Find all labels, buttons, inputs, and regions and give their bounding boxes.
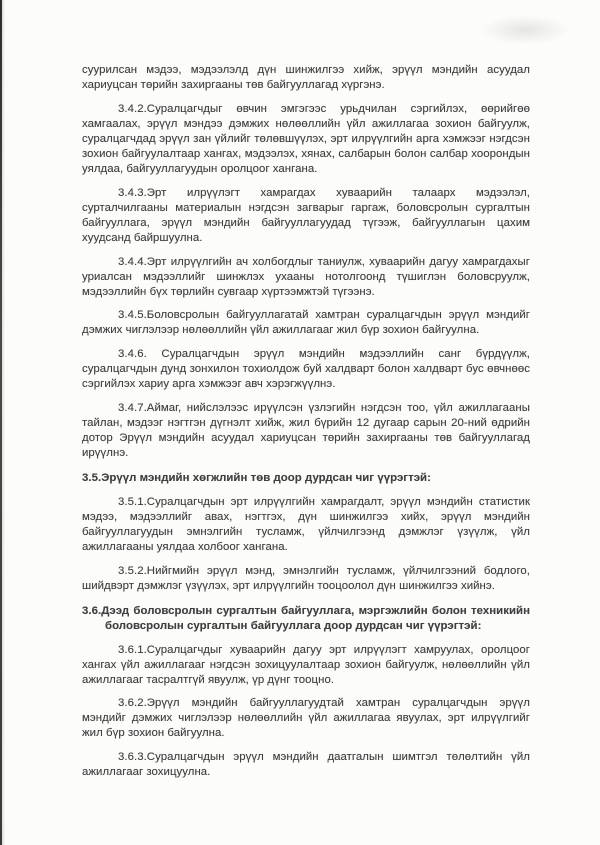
paragraph-carryover: суурилсан мэдээ, мэдээлэлд дүн шинжилгээ хийж, эрүүл мэндийн асуудал хариуцсан төрийн захиргааны төв байгууллагад хүргэнэ.: [82, 64, 530, 92]
section-heading-3-6: 3.6.Дээд боловсролын сургалтын байгууллага, мэргэжлийн болон техникийн боловсролын сургалтын байгууллага доор дурдсан чиг үүрэгтэй:: [82, 604, 530, 632]
paragraph-3-4-4: 3.4.4.Эрт илрүүлгийн ач холбогдлыг таниулж, хуваарийн дагуу хамрагдахыг уриалсан мэдээллийг шинжлэх ухааны нотолгоонд түшиглэн боловсруулж, мэдээллийн бүх төрлийн сувгаар хүртээмжтэй түгээнэ.: [82, 255, 530, 298]
paragraph-3-6-1: 3.6.1.Суралцагчдыг хуваарийн дагуу эрт илрүүлэгт хамруулах, оролцоог хангах үйл ажиллагааг нэгдсэн зохицуулалтаар зохион байгуулж, нөлөөллийн үйл ажиллагааг тасралтгүй явуулж, үр дүнг тооцно.: [82, 643, 530, 686]
paragraph-3-5-2: 3.5.2.Нийгмийн эрүүл мэнд, эмнэлгийн тусламж, үйлчилгээний бодлого, шийдвэрт дэмжлэг үзүүлэх, эрт илрүүлгийн тооцоолол дүн шинжилгээ хийнэ.: [82, 564, 530, 592]
paragraph-3-4-5: 3.4.5.Боловсролын байгууллагатай хамтран суралцагчдын эрүүл мэндийг дэмжих чиглэлээр нөлөөллийн үйл ажиллагааг жил бүр зохион байгуулна.: [82, 309, 530, 337]
paragraph-3-6-2: 3.6.2.Эрүүл мэндийн байгууллагуудтай хамтран суралцагчдын эрүүл мэндийг дэмжих чиглэлээр нөлөөллийн үйл ажиллагаа явуулах, эрт илрүүлгийг жил бүр зохион байгуулна.: [82, 697, 530, 740]
scan-smudge-artifact: [480, 15, 570, 45]
paragraph-3-4-2: 3.4.2.Суралцагчдыг өвчин эмгэгээс урьдчилан сэргийлэх, өөрийгөө хамгаалах, эрүүл мэндээ дэмжих нөлөөллийн үйл ажиллагаа зохион байгуулж, суралцагчдад эрүүл зан үйлийг төлөвшүүлэх, эрт илрүүлгийн арга хэмжээг нэгдсэн зохион байгуулалтаар хангах, мэдээлэх, хянах, салбарын болон салбар хоорондын уялдаа, байгууллагуудын оролцоог хангана.: [82, 102, 530, 176]
paragraph-3-4-3: 3.4.3.Эрт илрүүлэгт хамрагдах хуваарийн талаарх мэдээлэл, сурталчилгааны материалын нэгдсэн загварыг гаргаж, боловсролын сургалтын байгууллага, эрүүл мэндийн байгууллагуудад түгээж, байгууллагын цахим хуудсанд байршуулна.: [82, 186, 530, 244]
paragraph-3-5-1: 3.5.1.Суралцагчдын эрт илрүүлгийн хамрагдалт, эрүүл мэндийн статистик мэдээ, мэдээллийг авах, нэгтгэх, дүн шинжилгээ хийх, эрүүл мэндийн байгууллагуудын эмнэлгийн тусламж, үйлчилгээнд дэмжлэг үзүүлж, үйл ажиллагааны уялдаа холбоог хангана.: [82, 495, 530, 554]
paragraph-3-4-7: 3.4.7.Аймаг, нийслэлээс ирүүлсэн үзлэгийн нэгдсэн тоо, үйл ажиллагааны тайлан, мэдээг нэгтгэн дүгнэлт хийж, жил бүрийн 12 дугаар сарын 20-ний өдрийн дотор Эрүүл мэндийн асуудал хариуцсан төрийн захиргааны төв байгууллагад ирүүлнэ.: [82, 401, 530, 460]
scan-edge-shadow: [2, 0, 5, 845]
document-text-column: [82, 63, 530, 789]
paragraph-3-6-3: 3.6.3.Суралцагчдын эрүүл мэндийн даатгалын шимтгэл төлөлтийн үйл ажиллагааг зохицуулна.: [82, 751, 530, 779]
paragraph-3-4-6: 3.4.6. Суралцагчдын эрүүл мэндийн мэдээллийн санг бүрдүүлж, суралцагчдын дунд зонхилон тохиолдож буй халдварт болон халдварт бус өвчнөөс сэргийлэх хариу арга хэмжээг авч хэрэгжүүлнэ.: [82, 348, 530, 391]
section-heading-3-5: 3.5.Эрүүл мэндийн хөгжлийн төв доор дурдсан чиг үүрэгтэй:: [82, 472, 431, 485]
